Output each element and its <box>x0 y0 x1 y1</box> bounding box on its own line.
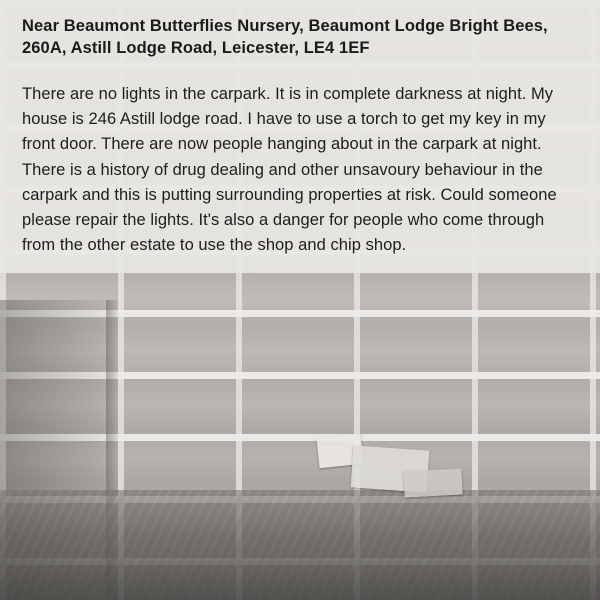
debris-item <box>403 469 462 498</box>
report-text-overlay <box>0 0 600 273</box>
location-heading: Near Beaumont Butterflies Nursery, Beaumont Lodge Bright Bees, 260A, Astill Lodge Road, Leicester, LE4 1EF <box>22 17 548 57</box>
ground-area <box>0 490 600 600</box>
report-description: There are no lights in the carpark. It is in complete darkness at night. My house is 246 Astill lodge road. I have to use a torch to get my key in my front door. There are now people hanging about in the carpark at night. There is a history of drug dealing and other unsavoury behaviour in the carpark and this is putting surrounding properties at risk. Could someone please repair the lights. It's also a danger for people who come through from the other estate to use the shop and chip shop. <box>22 84 557 255</box>
